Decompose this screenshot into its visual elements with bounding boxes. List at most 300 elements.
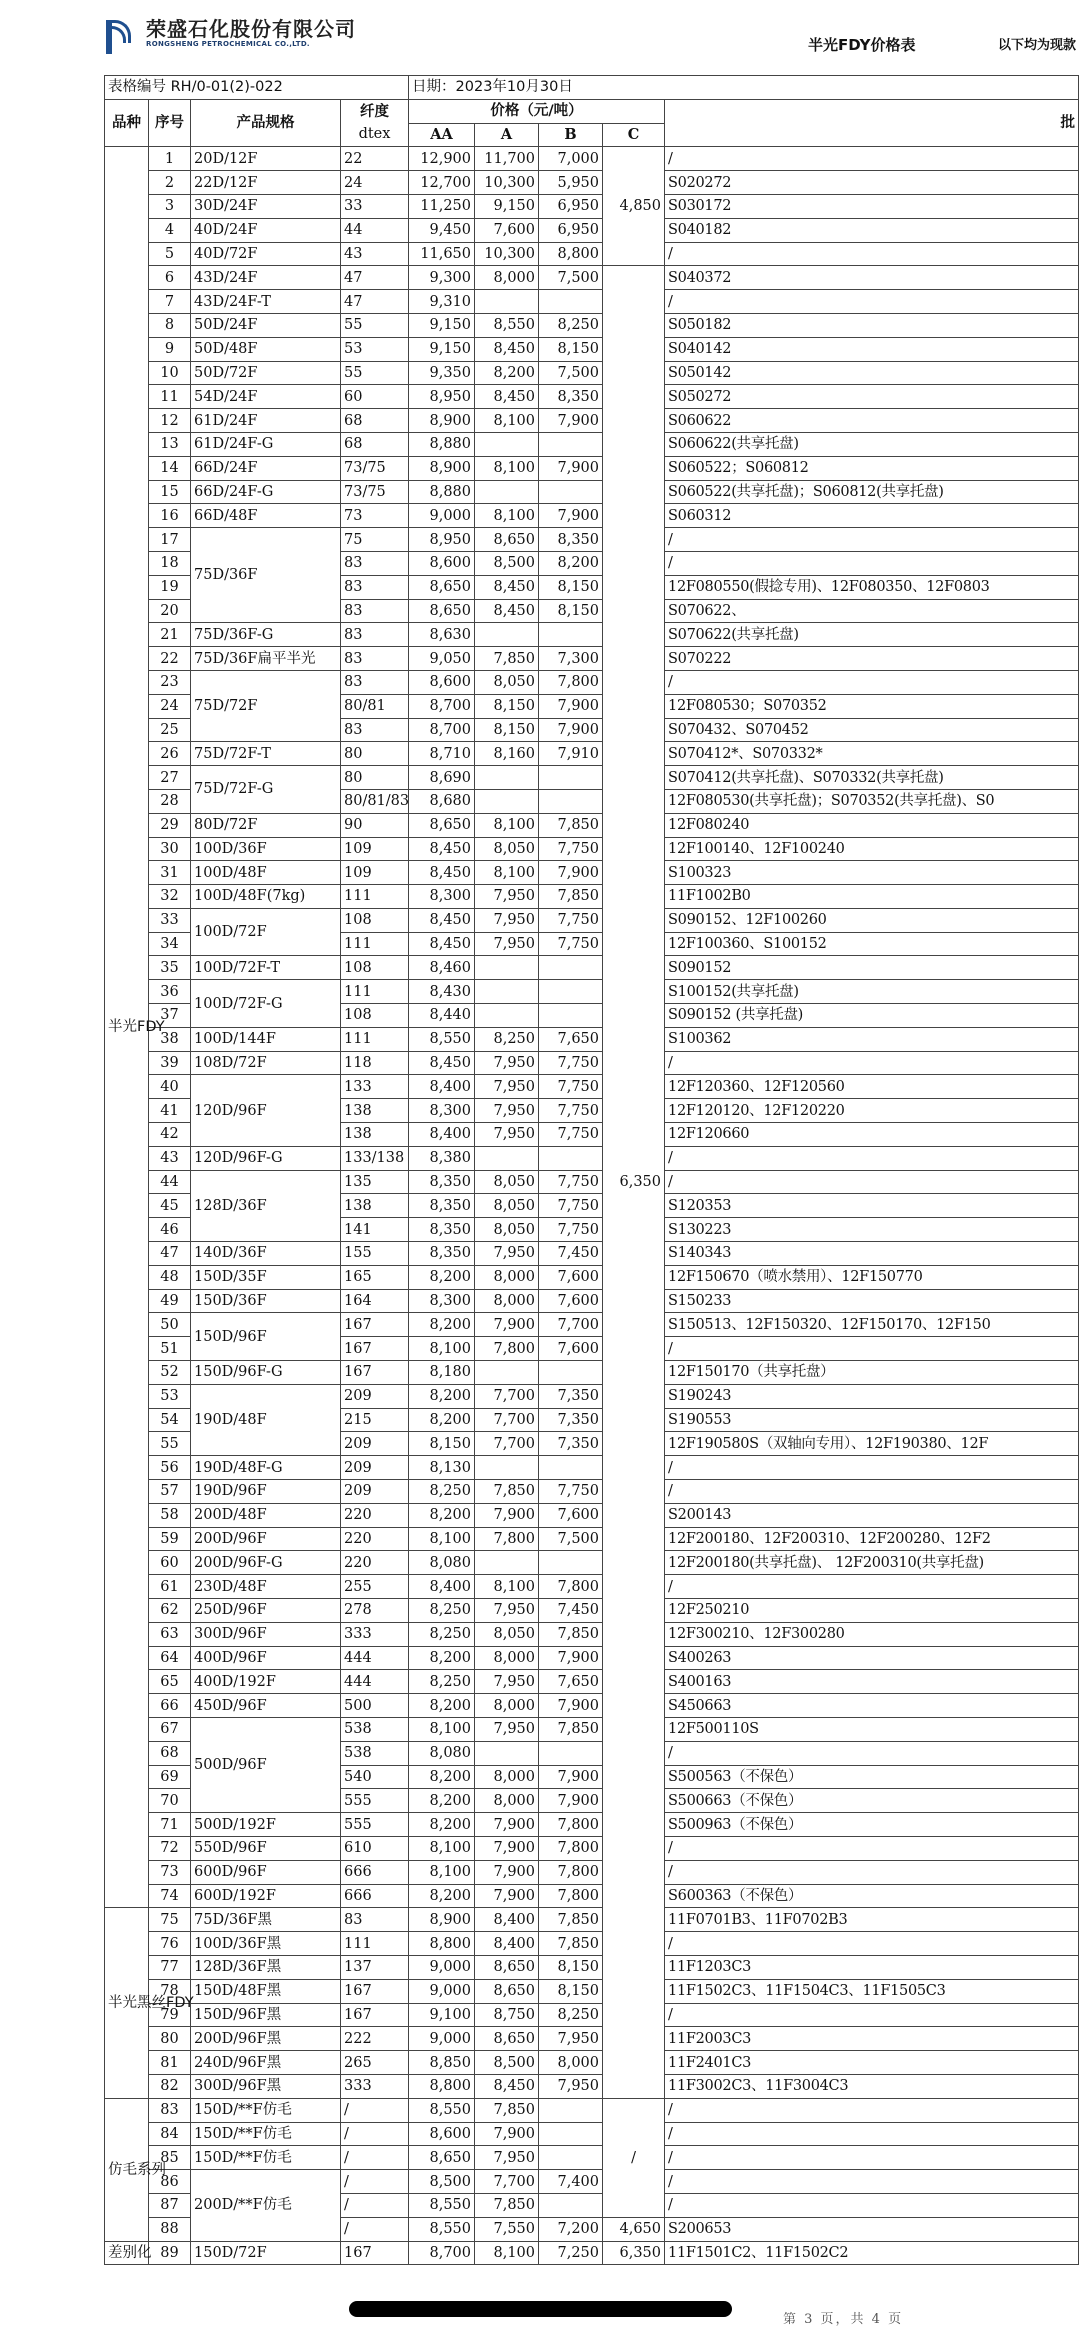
price-aa: 8,500 [409,2170,475,2194]
price-a: 7,900 [475,1836,539,1860]
table-row [105,194,1079,218]
company-name-en: RONGSHENG PETROCHEMICAL CO.,LTD. [146,40,310,48]
row-index: 30 [149,837,191,861]
price-aa: 9,150 [409,337,475,361]
price-b: 8,200 [539,551,603,575]
dtex-value: 167 [341,1361,409,1385]
product-spec: 300D/96F [191,1622,341,1646]
dtex-value: 73/75 [341,480,409,504]
table-row [105,1384,1079,1408]
price-b: 7,750 [539,1075,603,1099]
price-aa: 9,450 [409,218,475,242]
row-index: 51 [149,1337,191,1361]
batch-number: S600363（不保色） [665,1884,1079,1908]
price-b: 8,150 [539,599,603,623]
price-b: 7,950 [539,2074,603,2098]
price-aa: 8,200 [409,1884,475,1908]
batch-number: / [665,2146,1079,2170]
price-a: 8,100 [475,409,539,433]
batch-number: S040372 [665,266,1079,290]
batch-number: / [665,528,1079,552]
table-row [105,2122,1079,2146]
price-b: 7,350 [539,1408,603,1432]
table-row [105,647,1079,671]
price-b [539,432,603,456]
row-index: 49 [149,1289,191,1313]
category-group-label: 差别化 [105,2241,149,2265]
header-b: B [539,123,603,147]
row-index: 21 [149,623,191,647]
row-index: 55 [149,1432,191,1456]
row-index: 82 [149,2074,191,2098]
price-aa: 8,450 [409,861,475,885]
price-aa: 8,100 [409,1527,475,1551]
batch-number: 12F080530(共享托盘)；S070352(共享托盘)、S0 [665,789,1079,813]
product-spec: 43D/24F-T [191,290,341,314]
dtex-value: 167 [341,1337,409,1361]
dtex-value: 444 [341,1670,409,1694]
dtex-value: 83 [341,647,409,671]
price-a: 8,450 [475,385,539,409]
batch-number: / [665,1051,1079,1075]
table-row [105,1622,1079,1646]
price-a: 8,550 [475,313,539,337]
table-row [105,1456,1079,1480]
price-aa: 8,650 [409,575,475,599]
price-a: 8,100 [475,504,539,528]
dtex-value: 333 [341,2074,409,2098]
price-b: 7,500 [539,266,603,290]
batch-number: / [665,1836,1079,1860]
row-index: 62 [149,1599,191,1623]
dtex-value: 118 [341,1051,409,1075]
batch-number: 11F2401C3 [665,2051,1079,2075]
dtex-value: 500 [341,1694,409,1718]
row-index: 87 [149,2193,191,2217]
dtex-value: 164 [341,1289,409,1313]
batch-number: 12F120360、12F120560 [665,1075,1079,1099]
dtex-value: 73/75 [341,456,409,480]
row-index: 89 [149,2241,191,2265]
row-index: 71 [149,1813,191,1837]
price-b: 7,900 [539,694,603,718]
product-spec: 400D/96F [191,1646,341,1670]
dtex-value: 47 [341,266,409,290]
price-aa: 8,950 [409,385,475,409]
batch-number: S200653 [665,2217,1079,2241]
dtex-value: 108 [341,908,409,932]
product-spec: 150D/**F仿毛 [191,2122,341,2146]
dtex-value: 43 [341,242,409,266]
table-row [105,742,1079,766]
price-a: 7,600 [475,218,539,242]
price-b: 7,800 [539,1836,603,1860]
price-b: 8,800 [539,242,603,266]
price-a [475,480,539,504]
product-spec: 128D/36F [191,1170,341,1241]
batch-number: 12F080240 [665,813,1079,837]
price-a: 8,100 [475,456,539,480]
product-spec: 200D/96F黑 [191,2027,341,2051]
row-index: 34 [149,932,191,956]
table-row [105,1289,1079,1313]
price-a: 8,050 [475,837,539,861]
price-aa: 12,900 [409,147,475,171]
dtex-value: 135 [341,1170,409,1194]
price-aa: 9,050 [409,647,475,671]
row-index: 59 [149,1527,191,1551]
table-row [105,1694,1079,1718]
batch-number: 11F3002C3、11F3004C3 [665,2074,1079,2098]
table-row [105,385,1079,409]
batch-number: 12F100360、S100152 [665,932,1079,956]
price-b: 5,950 [539,171,603,195]
batch-number: S050142 [665,361,1079,385]
price-a: 8,400 [475,1908,539,1932]
row-index: 7 [149,290,191,314]
batch-number: 12F100140、12F100240 [665,837,1079,861]
batch-number: 12F080550(假捻专用)、12F080350、12F0803 [665,575,1079,599]
product-spec: 30D/24F [191,194,341,218]
rongsheng-logo-icon [104,18,138,56]
product-spec: 250D/96F [191,1599,341,1623]
price-a: 7,700 [475,1408,539,1432]
price-aa: 8,550 [409,1027,475,1051]
price-a: 10,300 [475,171,539,195]
batch-number: S150513、12F150320、12F150170、12F150 [665,1313,1079,1337]
table-row [105,337,1079,361]
dtex-value: 333 [341,1622,409,1646]
product-spec: 230D/48F [191,1575,341,1599]
row-index: 4 [149,218,191,242]
price-b [539,766,603,790]
batch-number: S070622、 [665,599,1079,623]
price-a: 8,450 [475,575,539,599]
batch-number: 12F080530；S070352 [665,694,1079,718]
document-note: 以下均为现款 [997,38,1076,53]
table-row [105,1670,1079,1694]
batch-number: / [665,2003,1079,2027]
row-index: 27 [149,766,191,790]
row-index: 10 [149,361,191,385]
dtex-value: 60 [341,385,409,409]
price-a: 8,450 [475,599,539,623]
row-index: 68 [149,1741,191,1765]
price-b: 8,150 [539,1955,603,1979]
batch-number: S450663 [665,1694,1079,1718]
price-aa: 9,000 [409,1955,475,1979]
table-row [105,1813,1079,1837]
dtex-value: / [341,2098,409,2122]
price-b: 7,900 [539,1765,603,1789]
product-spec: 75D/36F [191,528,341,623]
dtex-value: / [341,2122,409,2146]
price-a: 7,950 [475,1099,539,1123]
price-a: 8,650 [475,1955,539,1979]
price-a: 8,150 [475,694,539,718]
row-index: 40 [149,1075,191,1099]
price-aa: 9,000 [409,1979,475,2003]
dtex-value: 111 [341,1932,409,1956]
row-index: 73 [149,1860,191,1884]
dtex-value: 111 [341,1027,409,1051]
table-row [105,1599,1079,1623]
dtex-value: 165 [341,1265,409,1289]
price-b: 8,150 [539,1979,603,2003]
product-spec: 100D/48F(7kg) [191,885,341,909]
dtex-value: 220 [341,1551,409,1575]
row-index: 33 [149,908,191,932]
dtex-value: 666 [341,1884,409,1908]
dtex-value: 209 [341,1384,409,1408]
batch-number: S500563（不保色） [665,1765,1079,1789]
price-a: 7,700 [475,1432,539,1456]
dtex-value: 209 [341,1432,409,1456]
table-row [105,1884,1079,1908]
row-index: 25 [149,718,191,742]
row-index: 50 [149,1313,191,1337]
dtex-value: 155 [341,1242,409,1266]
dtex-value: 138 [341,1099,409,1123]
price-a: 8,650 [475,2027,539,2051]
price-aa: 8,710 [409,742,475,766]
batch-number: 11F1002B0 [665,885,1079,909]
price-a: 7,550 [475,2217,539,2241]
row-index: 41 [149,1099,191,1123]
table-row [105,1313,1079,1337]
table-row [105,1480,1079,1504]
product-spec: 75D/36F扁平半光 [191,647,341,671]
price-a [475,956,539,980]
price-a [475,1146,539,1170]
dtex-value: 111 [341,885,409,909]
dtex-value: 83 [341,670,409,694]
price-b: 6,950 [539,218,603,242]
product-spec: 500D/192F [191,1813,341,1837]
price-b: 7,850 [539,813,603,837]
product-spec: 120D/96F [191,1075,341,1146]
batch-number: S190553 [665,1408,1079,1432]
price-aa: 8,550 [409,2217,475,2241]
product-spec: 140D/36F [191,1242,341,1266]
dtex-value: 83 [341,575,409,599]
batch-number: S500963（不保色） [665,1813,1079,1837]
batch-number: S070412(共享托盘)、S070332(共享托盘) [665,766,1079,790]
table-row [105,885,1079,909]
price-aa: 9,000 [409,504,475,528]
price-a: 8,150 [475,718,539,742]
price-b: 7,850 [539,1622,603,1646]
row-index: 60 [149,1551,191,1575]
form-number: 表格编号 RH/0-01(2)-022 [105,76,409,100]
price-b: 8,250 [539,313,603,337]
product-spec: 75D/72F [191,670,341,741]
batch-number: / [665,2122,1079,2146]
batch-number: / [665,1575,1079,1599]
product-spec: 300D/96F黑 [191,2074,341,2098]
row-index: 8 [149,313,191,337]
batch-number: S050182 [665,313,1079,337]
price-c: 6,350 [603,2241,665,2265]
price-aa: 8,350 [409,1218,475,1242]
table-row [105,2170,1079,2194]
table-row [105,956,1079,980]
dtex-value: 47 [341,290,409,314]
table-row [105,2241,1079,2265]
price-a [475,1551,539,1575]
row-index: 85 [149,2146,191,2170]
price-b [539,623,603,647]
batch-number: 11F0701B3、11F0702B3 [665,1908,1079,1932]
dtex-value: 83 [341,718,409,742]
price-a: 11,700 [475,147,539,171]
row-index: 79 [149,2003,191,2027]
price-b [539,1146,603,1170]
dtex-value: 80/81/83 [341,789,409,813]
price-b: 7,450 [539,1242,603,1266]
dtex-value: 137 [341,1955,409,1979]
dtex-value: 555 [341,1813,409,1837]
product-spec: 75D/36F黑 [191,1908,341,1932]
batch-number: S140343 [665,1242,1079,1266]
price-aa: 8,380 [409,1146,475,1170]
price-a: 7,900 [475,1813,539,1837]
dtex-value: 83 [341,599,409,623]
price-a: 7,900 [475,1313,539,1337]
batch-number: 11F2003C3 [665,2027,1079,2051]
row-index: 74 [149,1884,191,1908]
batch-number: / [665,2098,1079,2122]
row-index: 84 [149,2122,191,2146]
price-b: 7,900 [539,1789,603,1813]
dtex-value: 75 [341,528,409,552]
table-row [105,480,1079,504]
dtex-value: 111 [341,980,409,1004]
batch-number: S500663（不保色） [665,1789,1079,1813]
price-a: 7,850 [475,647,539,671]
header-aa: AA [409,123,475,147]
product-spec: 108D/72F [191,1051,341,1075]
batch-number: S050272 [665,385,1079,409]
product-spec: 190D/48F [191,1384,341,1455]
price-b: 7,650 [539,1670,603,1694]
price-aa: 8,200 [409,1265,475,1289]
price-a: 8,400 [475,1932,539,1956]
row-index: 11 [149,385,191,409]
table-row [105,1265,1079,1289]
price-table [104,75,1079,2265]
row-index: 58 [149,1503,191,1527]
batch-number: S070222 [665,647,1079,671]
row-index: 54 [149,1408,191,1432]
price-b [539,789,603,813]
row-index: 17 [149,528,191,552]
price-aa: 8,900 [409,1908,475,1932]
row-index: 32 [149,885,191,909]
price-b: 7,910 [539,742,603,766]
batch-number: S100323 [665,861,1079,885]
price-b: 8,150 [539,337,603,361]
dtex-value: / [341,2146,409,2170]
row-index: 23 [149,670,191,694]
price-b: 7,800 [539,670,603,694]
price-a: 7,950 [475,932,539,956]
price-a: 7,900 [475,1860,539,1884]
price-aa: 8,200 [409,1813,475,1837]
row-index: 1 [149,147,191,171]
batch-number: S090152 (共享托盘) [665,1004,1079,1028]
category-group-label: 半光黑丝FDY [105,1908,149,2098]
dtex-value: 83 [341,1908,409,1932]
table-row [105,1575,1079,1599]
row-index: 44 [149,1170,191,1194]
price-aa: 8,200 [409,1789,475,1813]
price-a: 8,000 [475,1646,539,1670]
price-b: 7,750 [539,1218,603,1242]
batch-number: / [665,1480,1079,1504]
price-aa: 11,650 [409,242,475,266]
price-a: 8,050 [475,1170,539,1194]
batch-number: 11F1203C3 [665,1955,1079,1979]
batch-number: / [665,2170,1079,2194]
row-index: 12 [149,409,191,433]
product-spec: 54D/24F [191,385,341,409]
row-index: 39 [149,1051,191,1075]
price-aa: 8,300 [409,1099,475,1123]
price-aa: 8,450 [409,1051,475,1075]
table-row [105,623,1079,647]
price-aa: 8,460 [409,956,475,980]
header-index: 序号 [149,99,191,147]
table-row [105,2003,1079,2027]
batch-number: S030172 [665,194,1079,218]
table-row [105,1527,1079,1551]
batch-number: 12F120120、12F120220 [665,1099,1079,1123]
row-index: 2 [149,171,191,195]
price-b: 7,750 [539,1480,603,1504]
price-aa: 8,430 [409,980,475,1004]
row-index: 15 [149,480,191,504]
product-spec: 190D/48F-G [191,1456,341,1480]
batch-number: S090152 [665,956,1079,980]
price-a: 7,950 [475,1717,539,1741]
batch-number: 12F250210 [665,1599,1079,1623]
price-aa: 8,700 [409,2241,475,2265]
row-index: 22 [149,647,191,671]
price-a [475,980,539,1004]
price-a: 8,200 [475,361,539,385]
header-dtex-cn: 纤度 [360,104,389,121]
row-index: 75 [149,1908,191,1932]
table-row [105,813,1079,837]
price-b [539,956,603,980]
price-a: 8,100 [475,1575,539,1599]
price-aa: 9,300 [409,266,475,290]
price-aa: 8,300 [409,1289,475,1313]
table-row [105,1146,1079,1170]
dtex-value: 555 [341,1789,409,1813]
price-aa: 8,650 [409,2146,475,2170]
price-aa: 8,250 [409,1599,475,1623]
price-aa: 9,100 [409,2003,475,2027]
home-indicator[interactable] [349,2301,732,2317]
dtex-value: 222 [341,2027,409,2051]
price-a: 8,650 [475,1979,539,2003]
product-spec: 20D/12F [191,147,341,171]
price-a: 8,000 [475,1265,539,1289]
price-a: 7,850 [475,1480,539,1504]
row-index: 80 [149,2027,191,2051]
